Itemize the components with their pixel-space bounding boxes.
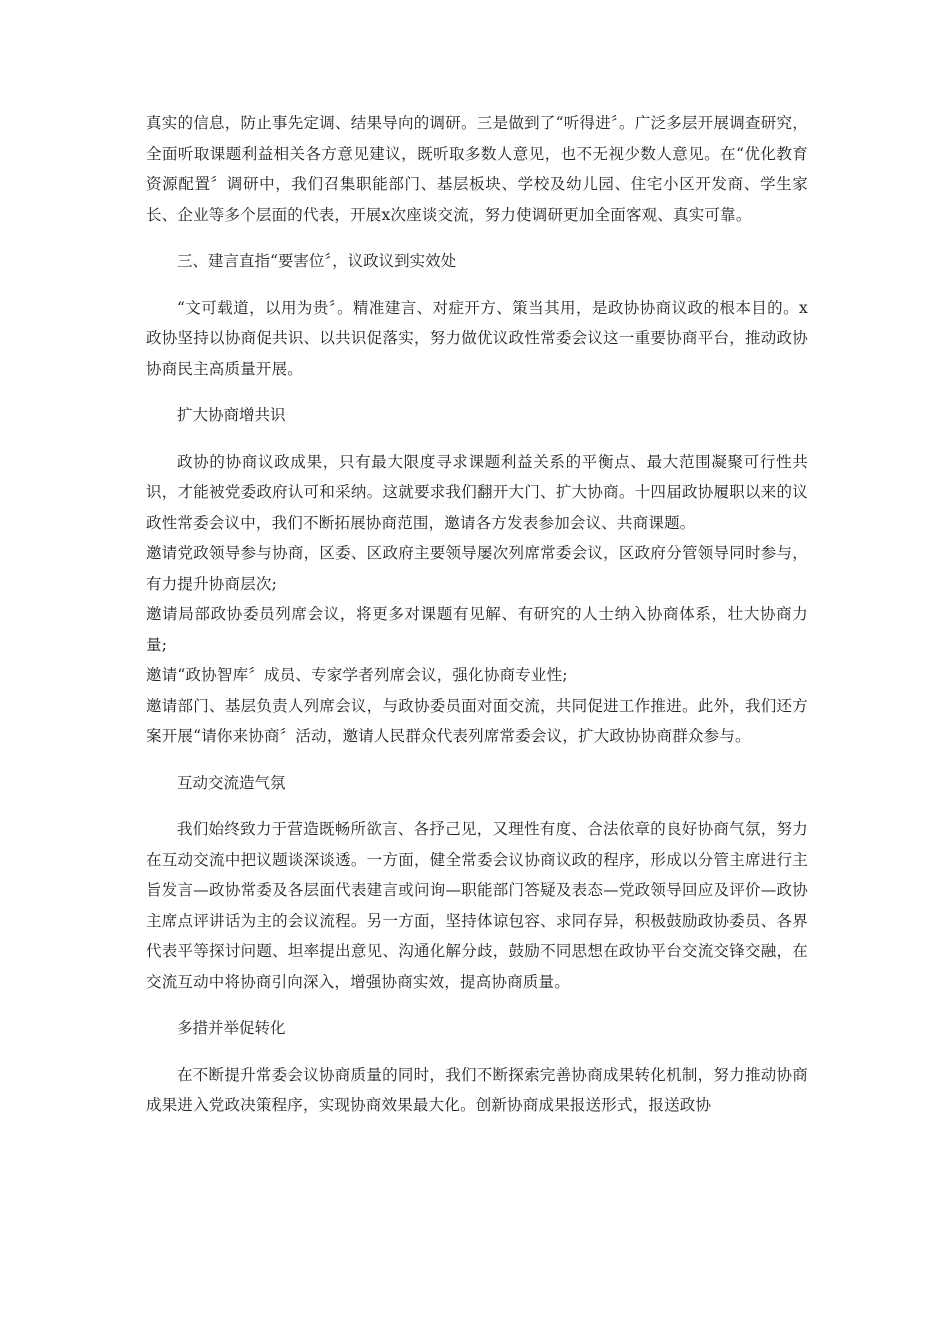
subheading-interaction: 互动交流造气氛: [177, 773, 286, 792]
paragraph-multi-measures: 在不断提升常委会议协商质量的同时，我们不断探索完善协商成果转化机制，努力推动协商成果进入党政决策程序，实现协商效果最大化。创新协商成果报送形式，报送政协: [146, 1065, 808, 1114]
paragraph-interaction: 我们始终致力于营造既畅所欲言、各抒己见，又理性有度、合法依章的良好协商气氛，努力在互动交流中把议题谈深谈透。一方面，健全常委会议协商议政的程序，形成以分管主席进行主旨发言—政协常委及各层面代表建言或问询—职能部门答疑及表态—党政领导回应及评价—政协主席点评讲话为主的会议流程。另一方面，坚持体谅包容、求同存异，积极鼓励政协委员、各界代表平等探讨问题、坦率提出意见、沟通化解分歧，鼓励不同思想在政协平台交流交锋交融，在交流互动中将协商引向深入，增强协商实效，提高协商质量。: [146, 820, 808, 991]
paragraph-research-continued: 真实的信息，防止事先定调、结果导向的调研。三是做到了“听得进〞。广泛多层开展调查研究，全面听取课题利益相关各方意见建议，既听取多数人意见，也不无视少数人意见。在“优化教育资源配置〞调研中，我们召集职能部门、基层板块、学校及幼儿园、住宅小区开发商、学生家长、企业等多个层面的代表，开展x次座谈交流，努力使调研更加全面客观、真实可靠。: [146, 114, 808, 224]
paragraph-invite-leaders: 邀请党政领导参与协商，区委、区政府主要领导屡次列席常委会议，区政府分管领导同时参与，有力提升协商层次;: [146, 544, 808, 593]
document-page: [146, 108, 808, 1121]
subheading-expand-consultation: 扩大协商增共识: [177, 406, 286, 424]
paragraph-expand-consultation: 政协的协商议政成果，只有最大限度寻求课题利益关系的平衡点、最大范围凝聚可行性共识，才能被党委政府认可和采纳。这就要求我们翻开大门、扩大协商。十四届政协履职以来的议政性常委会议中，我们不断拓展协商范围，邀请各方发表参加会议、共商课题。: [146, 452, 808, 532]
subheading-multi-measures: 多措并举促转化: [177, 1019, 286, 1037]
paragraph-purpose: “文可载道，以用为贵〞。精准建言、对症开方、策当其用，是政协协商议政的根本目的。x政协坚持以协商促共识、以共识促落实，努力做优议政性常委会议这一重要协商平台，推动政协协商民主高质量开展。: [146, 298, 808, 378]
section-heading-3: 三、建言直指“要害位〞，议政议到实效处: [177, 252, 457, 270]
paragraph-invite-experts: 邀请“政协智库〞成员、专家学者列席会议，强化协商专业性;: [146, 666, 568, 684]
paragraph-invite-departments: 邀请部门、基层负责人列席会议，与政协委员面对面交流，共同促进工作推进。此外，我们还方案开展“请你来协商〞活动，邀请人民群众代表列席常委会议，扩大政协协商群众参与。: [146, 696, 808, 745]
paragraph-invite-members: 邀请局部政协委员列席会议，将更多对课题有见解、有研究的人士纳入协商体系，壮大协商力量;: [146, 605, 808, 654]
